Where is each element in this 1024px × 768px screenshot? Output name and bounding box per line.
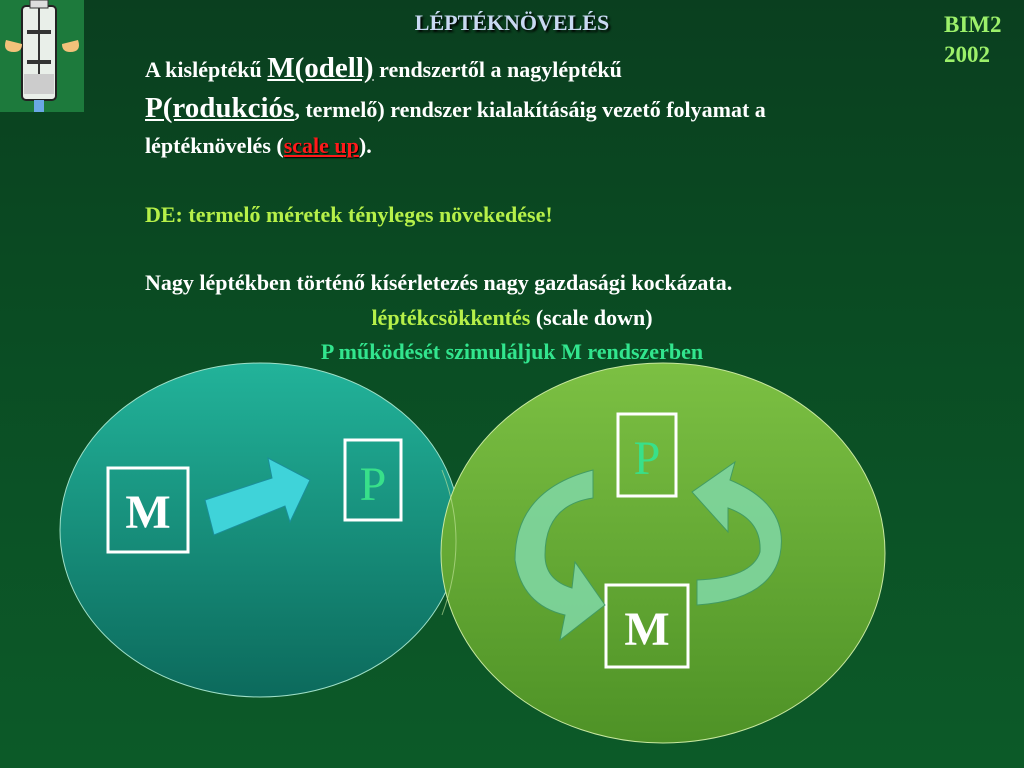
model-scale-circle <box>60 363 460 697</box>
p-label-left: P <box>359 458 387 511</box>
m-label-left: M <box>125 486 171 539</box>
scale-up-term: scale up <box>283 133 359 158</box>
risk-line: Nagy léptékben történő kísérletezés nagy gazdasági kockázata. <box>145 270 733 295</box>
production-scale-circle <box>441 363 885 743</box>
course-year: 2002 <box>944 42 990 67</box>
p-label-right: P <box>633 432 661 485</box>
simulate-line: P működését szimuláljuk M rendszerben <box>320 339 704 364</box>
scale-down-english: (scale down) <box>530 305 653 330</box>
scale-down-term: léptékcsökkentés <box>371 305 531 330</box>
model-term: M(odell) <box>267 52 374 84</box>
page-title: LÉPTÉKNÖVELÉS <box>414 10 610 35</box>
intro-text: rendszertől a nagyléptékű <box>373 57 622 82</box>
de-line: DE: termelő méretek tényleges növekedése! <box>145 202 553 227</box>
intro-text: léptéknövelés ( <box>145 133 284 158</box>
intro-text: ). <box>358 133 372 158</box>
intro-text: , termelő) rendszer kialakításáig vezető folyamat a <box>294 97 766 122</box>
intro-text: A kisléptékű <box>145 57 268 82</box>
production-term: P(rodukciós <box>145 92 295 124</box>
m-label-right: M <box>624 603 670 656</box>
course-code: BIM2 <box>944 12 1002 37</box>
